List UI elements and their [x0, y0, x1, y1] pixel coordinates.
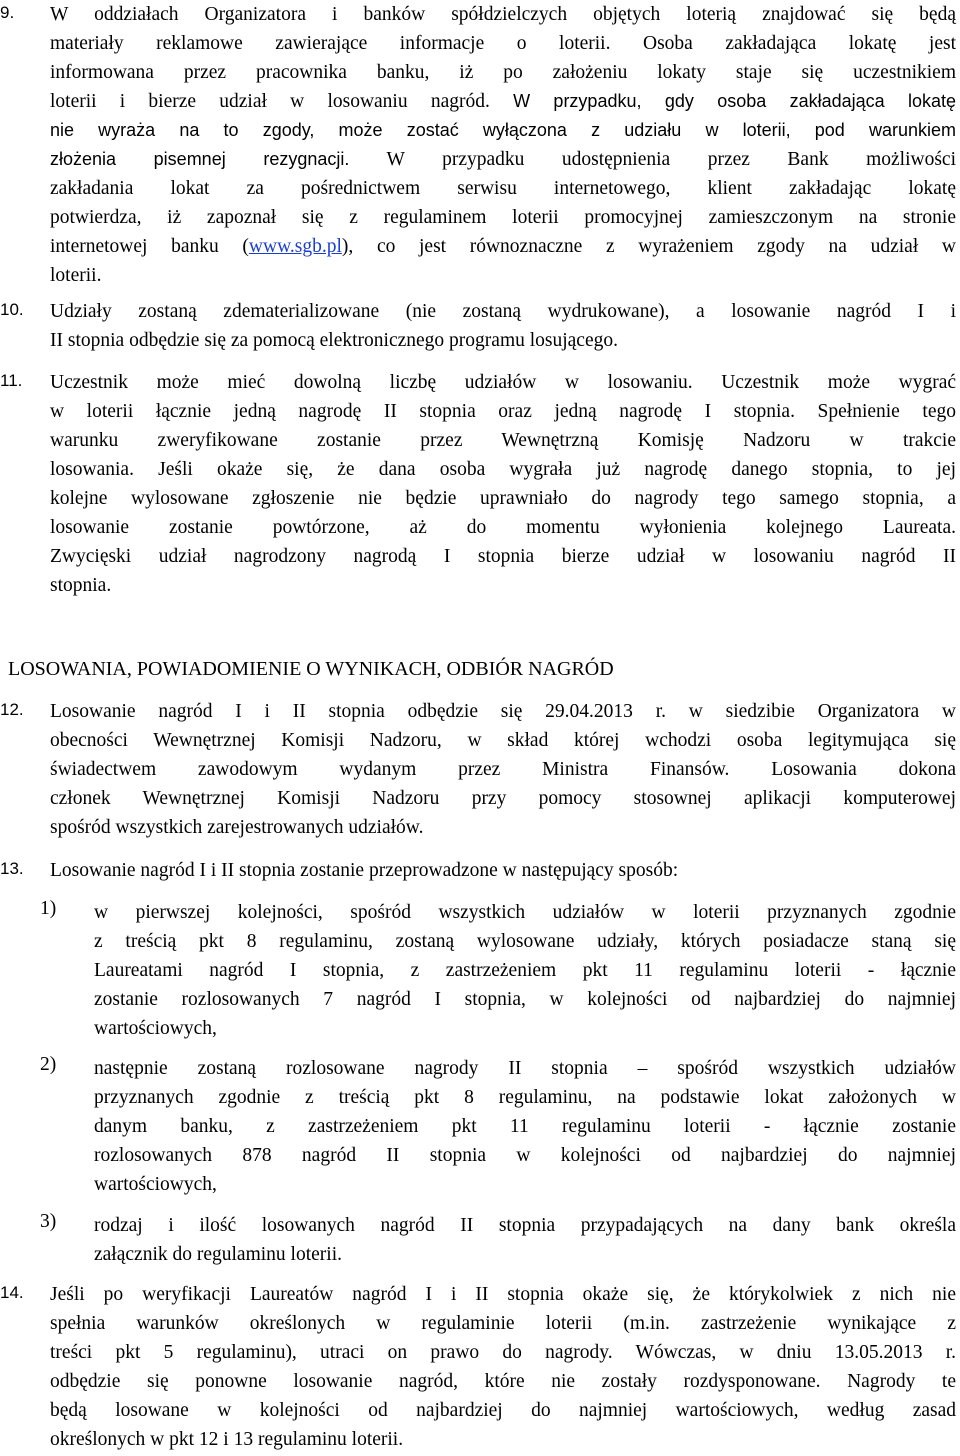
paragraph-number: 10.: [0, 300, 24, 319]
subitem-number: 2): [40, 1054, 57, 1075]
text-line: spośród wszystkich zarejestrowanych udziałów.: [50, 817, 424, 838]
text-line: w pierwszej kolejności, spośród wszystkich udziałów w loterii przyznanych zgodnie: [94, 902, 956, 923]
text-line: danym banku, z zastrzeżeniem pkt 11 regulaminu loterii - łącznie zostanie: [94, 1116, 956, 1137]
text-line: obecności Wewnętrznej Komisji Nadzoru, w skład której wchodzi osoba legitymująca się: [50, 730, 956, 751]
text-line: materiały reklamowe zawierające informacje o loterii. Osoba zakładająca lokatę jest: [50, 33, 956, 54]
text-line: określonych w pkt 12 i 13 regulaminu loterii.: [50, 1429, 404, 1450]
bank-website-link[interactable]: www.sgb.pl: [248, 236, 342, 257]
text-line: losowania. Jeśli okaże się, że dana osoba wygrała już nagrodę danego stopnia, to jej: [50, 459, 956, 480]
text-line: warunku zweryfikowane zostanie przez Wewnętrzną Komisję Nadzoru w trakcie: [50, 430, 956, 451]
text-line: Jeśli po weryfikacji Laureatów nagród I i II stopnia okaże się, że którykolwiek z nich nie: [50, 1284, 956, 1305]
paragraph-number: 13.: [0, 859, 24, 878]
text-line: spełnia warunków określonych w regulaminie loterii (m.in. zastrzeżenie wynikające z: [50, 1313, 956, 1334]
paragraph-number: 14.: [0, 1283, 24, 1302]
text-line: przyznanych zgodnie z treścią pkt 8 regulaminu, na podstawie lokat założonych w: [94, 1087, 956, 1108]
text-line: treści pkt 5 regulaminu), utraci on prawo do nagrody. Wówczas, w dniu 13.05.2013 r.: [50, 1342, 956, 1363]
paragraph-number: 9.: [0, 3, 15, 22]
paragraph-number: 12.: [0, 700, 24, 719]
text-line: następnie zostaną rozlosowane nagrody II stopnia – spośród wszystkich udziałów: [94, 1058, 956, 1079]
subitem-number: 1): [40, 898, 57, 919]
text-line: W oddziałach Organizatora i banków spółdzielczych objętych loterią znajdować się będą: [50, 4, 956, 25]
text-line: będą losowane w kolejności od najbardziej do najmniej wartościowych, według zasad: [50, 1400, 956, 1421]
text-line: Losowanie nagród I i II stopnia odbędzie się 29.04.2013 r. w siedzibie Organizatora w: [50, 701, 956, 722]
text-line: załącznik do regulaminu loterii.: [94, 1244, 342, 1265]
text-line: II stopnia odbędzie się za pomocą elektronicznego programu losującego.: [50, 330, 618, 351]
text-line: Udziały zostaną zdematerializowane (nie zostaną wydrukowane), a losowanie nagród I i: [50, 301, 956, 322]
subitem-number: 3): [40, 1211, 57, 1232]
text-line: zakładania lokat za pośrednictwem serwisu internetowego, klient zakładając lokatę: [50, 178, 956, 199]
section-heading: LOSOWANIA, POWIADOMIENIE O WYNIKACH, ODBIÓR NAGRÓD: [8, 658, 614, 680]
text-line: rozlosowanych 878 nagród II stopnia w kolejności od najbardziej do najmniej: [94, 1145, 956, 1166]
text-line: w loterii łącznie jedną nagrodę II stopnia oraz jedną nagrodę I stopnia. Spełnienie tego: [50, 401, 956, 422]
text-line: członek Wewnętrznej Komisji Nadzoru przy pomocy stosownej aplikacji komputerowej: [50, 788, 956, 809]
text-line: potwierdza, iż zapoznał się z regulaminem loterii promocyjnej zamieszczonym na stronie: [50, 207, 956, 228]
text-line: odbędzie się ponowne losowanie nagród, które nie zostały rozdysponowane. Nagrody te: [50, 1371, 956, 1392]
text-line: Losowanie nagród I i II stopnia zostanie przeprowadzone w następujący sposób:: [50, 860, 679, 881]
text-line: kolejne wylosowane zgłoszenie nie będzie uprawniało do nagrody tego samego stopnia, a: [50, 488, 956, 509]
text-line: wartościowych,: [94, 1018, 217, 1039]
text-line: stopnia.: [50, 575, 112, 596]
text-line: internetowej banku (www.sgb.pl), co jest równoznaczne z wyrażeniem zgody na udział w: [50, 236, 956, 257]
text-line: loterii.: [50, 265, 102, 286]
text-line: nie wyraża na to zgody, może zostać wyłączona z udziału w loterii, pod warunkiem: [50, 120, 956, 140]
text-line: informowana przez pracownika banku, iż po założeniu lokaty staje się uczestnikiem: [50, 62, 956, 83]
text-line: Uczestnik może mieć dowolną liczbę udziałów w losowaniu. Uczestnik może wygrać: [50, 372, 956, 393]
text-line: Zwycięski udział nagrodzony nagrodą I stopnia bierze udział w losowaniu nagród II: [50, 546, 956, 567]
text-line: z treścią pkt 8 regulaminu, zostaną wylosowane udziały, których posiadacze staną się: [94, 931, 956, 952]
text-line: zostanie rozlosowanych 7 nagród I stopnia, w kolejności od najbardziej do najmniej: [94, 989, 956, 1010]
paragraph-number: 11.: [0, 371, 23, 390]
text-line: losowanie zostanie powtórzone, aż do momentu wyłonienia kolejnego Laureata.: [50, 517, 956, 538]
text-line: wartościowych,: [94, 1174, 217, 1195]
text-line: rodzaj i ilość losowanych nagród II stopnia przypadających na dany bank określa: [94, 1215, 956, 1236]
text-line: świadectwem zawodowym wydanym przez Ministra Finansów. Losowania dokona: [50, 759, 956, 780]
text-line: złożenia pisemnej rezygnacji. W przypadku udostępnienia przez Bank możliwości: [50, 149, 956, 170]
text-line: Laureatami nagród I stopnia, z zastrzeżeniem pkt 11 regulaminu loterii - łącznie: [94, 960, 956, 981]
text-line: loterii i bierze udział w losowaniu nagród. W przypadku, gdy osoba zakładająca lokatę: [50, 91, 957, 112]
